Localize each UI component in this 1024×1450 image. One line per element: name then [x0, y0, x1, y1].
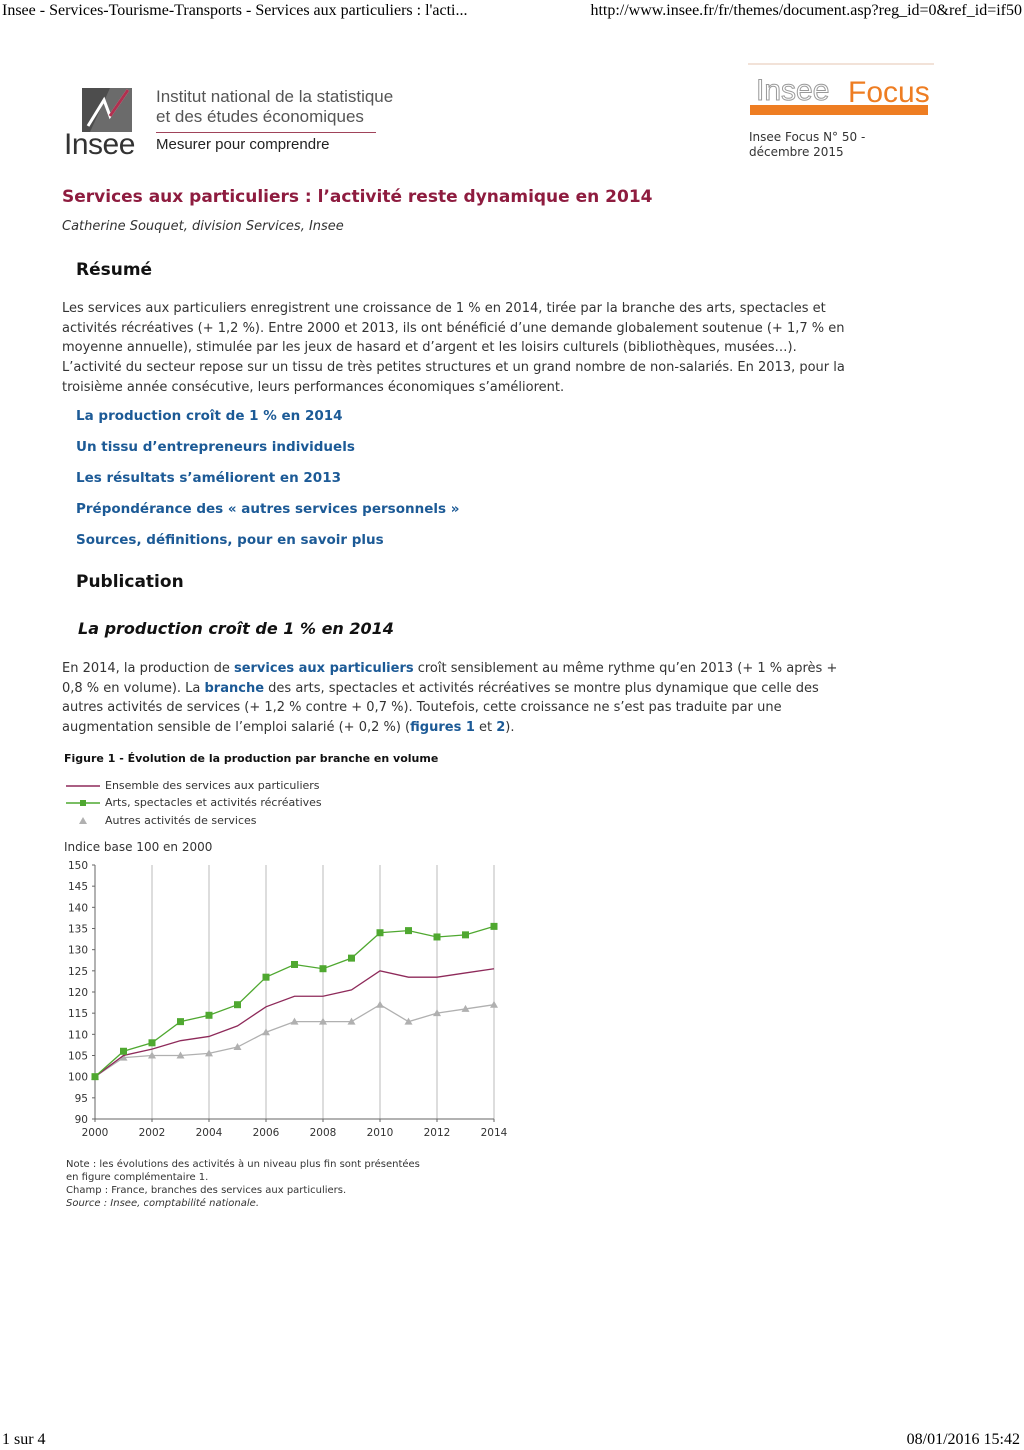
data-point [490, 1001, 498, 1008]
institute-name [156, 87, 393, 127]
y-tick-label: 150 [67, 860, 88, 872]
y-tick-label: 140 [67, 902, 88, 915]
paragraph-text: ). [505, 720, 515, 736]
focus-logo-insee: Insee [756, 74, 830, 107]
logo-divider [156, 132, 376, 133]
page-title: Services aux particuliers : l’activité reste dynamique en 2014 [62, 187, 653, 207]
print-footer-datetime: 08/01/2016 15:42 [906, 1431, 1020, 1448]
x-tick-label: 2000 [81, 1127, 109, 1139]
x-tick-label: 2006 [252, 1127, 280, 1139]
data-point [206, 1012, 213, 1019]
data-point [92, 1073, 99, 1080]
toc-link-production[interactable]: La production croît de 1 % en 2014 [76, 408, 343, 424]
insee-focus-logo [742, 62, 938, 122]
x-tick-label: 2014 [480, 1127, 508, 1139]
paragraph-text: et [474, 720, 497, 736]
data-point [348, 955, 355, 962]
institute-line-1: Institut national de la statistique [156, 87, 394, 106]
issue-info [749, 130, 865, 160]
x-tick-label: 2004 [195, 1127, 223, 1139]
toc-link-sources[interactable]: Sources, définitions, pour en savoir plus [76, 532, 384, 548]
figure-title: Figure 1 - Évolution de la production par branche en volume [64, 752, 439, 765]
data-point [491, 923, 498, 930]
x-tick-label: 2010 [366, 1127, 394, 1139]
series-line-1 [95, 926, 494, 1076]
y-tick-label: 95 [74, 1092, 88, 1105]
data-point [434, 933, 441, 940]
y-tick-label: 130 [67, 944, 88, 957]
paragraph-text: croît sensiblement au même rythme qu’en 2013 (+ 1 % après + 0,8 % en volume). La [62, 661, 838, 696]
figure-champ: Champ : France, branches des services aux particuliers. [66, 1185, 347, 1196]
y-tick-label: 125 [67, 965, 88, 978]
data-point [377, 929, 384, 936]
legend-line-ensemble-icon [66, 778, 100, 794]
author: Catherine Souquet, division Services, Insee [62, 219, 344, 234]
y-tick-label: 100 [67, 1071, 88, 1084]
link-figure-2[interactable]: 2 [496, 720, 506, 736]
insee-logo-mark-icon [70, 86, 134, 134]
paragraph-text: des arts, spectacles et activités récréatives se montre plus dynamique que celle des autres activités de services (+ 1,2 % contre + 0,7 %). Toutefois, cette croissance ne s’est pas traduite par une augmentation sensible de l’emploi salarié (+ 0,2 %) ( [62, 680, 819, 736]
y-tick-label: 105 [67, 1050, 88, 1063]
y-tick-label: 110 [67, 1029, 88, 1042]
section-title: La production croît de 1 % en 2014 [78, 619, 394, 638]
legend-label: Arts, spectacles et activités récréatives [105, 796, 322, 809]
chart-unit-label: Indice base 100 en 2000 [64, 840, 213, 854]
insee-logo-word: Insee [64, 128, 135, 161]
data-point [234, 1001, 241, 1008]
y-tick-label: 115 [67, 1008, 88, 1021]
publication-heading: Publication [76, 572, 184, 592]
figure-note-1: Note : les évolutions des activités à un niveau plus fin sont présentées [66, 1159, 420, 1170]
data-point [177, 1018, 184, 1025]
insee-logo[interactable] [64, 84, 414, 160]
data-point [376, 1001, 384, 1008]
data-point [263, 974, 270, 981]
issue-number: Insee Focus N° 50 - [749, 130, 866, 144]
legend-triangle-icon [66, 813, 100, 829]
data-point [405, 927, 412, 934]
data-point [120, 1048, 127, 1055]
print-header-url: http://www.insee.fr/fr/themes/document.asp?reg_id=0&ref_id=if50 [590, 2, 1022, 19]
issue-date: décembre 2015 [749, 145, 844, 159]
print-header-title: Insee - Services-Tourisme-Transports - Services aux particuliers : l'acti... [2, 2, 468, 19]
figure-source: Source : Insee, comptabilité nationale. [66, 1198, 259, 1209]
resume-text: Les services aux particuliers enregistrent une croissance de 1 % en 2014, tirée par la branche des arts, spectacles et activités récréatives (+ 1,2 %). Entre 2000 et 2013, ils ont bénéficié d’une demande globalement soutenue (+ 1,7 % en moyenne annuelle), stimulée par les jeux de hasard et d’argent et les loisirs culturels (bibliothèques, musées…). L’activité du secteur repose sur un tissu de très petites structures et un grand nombre de non-salariés. En 2013, pour la troisième année consécutive, leurs performances économiques s’améliorent. [62, 301, 845, 395]
institute-line-2: et des études économiques [156, 107, 364, 126]
print-footer-page: 1 sur 4 [2, 1431, 46, 1448]
legend-label: Ensemble des services aux particuliers [105, 779, 320, 792]
y-tick-label: 135 [67, 923, 88, 936]
y-tick-label: 145 [67, 881, 88, 894]
link-services-aux-particuliers[interactable]: services aux particuliers [233, 661, 414, 676]
data-point [320, 965, 327, 972]
toc-link-resultats[interactable]: Les résultats s’améliorent en 2013 [76, 470, 341, 486]
legend-line-square-icon [66, 795, 100, 811]
paragraph-text: En 2014, la production de [62, 661, 234, 676]
toc-link-entrepreneurs[interactable]: Un tissu d’entrepreneurs individuels [76, 439, 355, 455]
x-tick-label: 2008 [309, 1127, 337, 1139]
y-tick-label: 90 [74, 1114, 88, 1126]
data-point [462, 931, 469, 938]
data-point [291, 961, 298, 968]
link-branche[interactable]: branche [204, 680, 265, 696]
data-point [234, 1043, 242, 1050]
line-chart [62, 855, 512, 1145]
toc-link-preponderance[interactable]: Prépondérance des « autres services personnels » [76, 501, 460, 517]
link-figures-1[interactable]: figures 1 [410, 720, 475, 736]
logo-tagline: Mesurer pour comprendre [156, 136, 330, 153]
x-tick-label: 2012 [423, 1127, 451, 1139]
x-tick-label: 2002 [138, 1127, 166, 1139]
focus-logo-focus: Focus [848, 76, 930, 109]
publication-paragraph [62, 659, 842, 738]
figure-note-2: en figure complémentaire 1. [66, 1172, 209, 1183]
data-point [149, 1039, 156, 1046]
y-tick-label: 120 [67, 987, 88, 999]
resume-heading: Résumé [76, 260, 153, 280]
legend-label: Autres activités de services [105, 814, 257, 827]
